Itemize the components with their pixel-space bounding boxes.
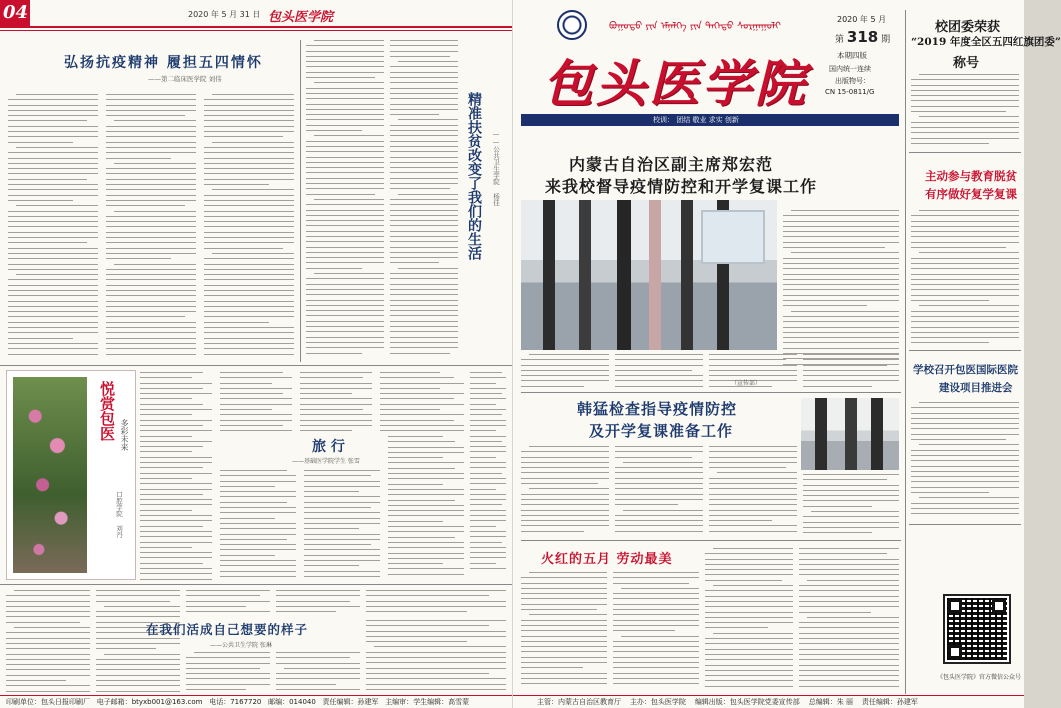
- travel-byline: ——基础医学院学生 张雪: [292, 458, 360, 465]
- sub-article-title-2: 及开学复课准备工作: [589, 422, 734, 440]
- hospital-body: [911, 402, 1019, 518]
- headline-byline: （宣传部）: [731, 380, 762, 387]
- side-title: 精准扶贫改变了我们的生活: [466, 92, 482, 260]
- may-title: 火红的五月 劳动最美: [541, 552, 673, 567]
- travel-column-7: [388, 436, 464, 580]
- right-page: [513, 0, 1061, 708]
- footer-reviewer-label: 主编审：: [385, 698, 414, 706]
- feature-title: 弘扬抗疫精神 履担五四情怀: [64, 55, 263, 71]
- masthead-small: 包头医学院: [268, 10, 334, 25]
- feature-column-1: [8, 94, 98, 360]
- motto-text: 校训： 团结 敬业 求实 创新: [653, 116, 739, 124]
- header-rule: [0, 26, 512, 28]
- travel-column-6: [304, 470, 380, 580]
- may-col-1: [521, 572, 607, 692]
- award-title-3: 称号: [953, 56, 980, 71]
- right-section-rule-1: [521, 392, 901, 393]
- issue-number: 318: [846, 28, 879, 46]
- poverty-title-2: 有序做好复学复课: [925, 187, 1017, 201]
- issn-sub: 出版物号：: [835, 77, 870, 85]
- qr-caption: 《包头医学院》官方微信公众号: [937, 674, 1022, 681]
- bottom-title: 在我们活成自己想要的样子: [146, 622, 309, 637]
- bottom-column-4: [276, 590, 360, 616]
- left-page: [0, 0, 512, 708]
- footer-host: 主办：包头医学院: [629, 698, 686, 706]
- headline-article-col-1: [783, 210, 899, 350]
- right-footer: [537, 696, 918, 708]
- section-rule-2: [0, 584, 512, 585]
- main-photo: [521, 200, 777, 350]
- headline-article-col-2: [521, 354, 609, 388]
- headline-article-col-3: [615, 354, 703, 388]
- bottom-column-5: [366, 590, 506, 616]
- qr-corner-tr: [992, 599, 1006, 613]
- cn-number: CN 15-0811/G: [825, 88, 875, 96]
- issue-date-right: 2020 年 5 月: [837, 15, 887, 24]
- footer-mail-label: 邮编：: [268, 698, 290, 706]
- issue-box: [817, 10, 899, 110]
- right-col-rule-1: [909, 152, 1021, 153]
- section-rule-1: [0, 365, 512, 366]
- header-rule-thin: [0, 30, 512, 31]
- footer-email-label: 电子邮箱：: [96, 698, 132, 706]
- photo-window: [701, 210, 765, 264]
- qr-corner-bl: [948, 645, 962, 659]
- poem-box-title: 悦赏包医: [98, 381, 116, 441]
- hospital-title-2: 建设项目推进会: [939, 382, 1013, 394]
- issue-pages: 本期四版: [837, 51, 867, 60]
- may-col-4: [799, 548, 899, 692]
- travel-column-3: [300, 372, 372, 434]
- feature-column-3: [204, 94, 294, 360]
- footer-phone: 7167720: [230, 698, 262, 706]
- bottom-column-2: [96, 590, 180, 694]
- travel-column-4: [380, 372, 464, 434]
- feature-column-5: [390, 40, 458, 362]
- footer-mail: 014040: [289, 698, 316, 706]
- travel-title: 旅 行: [312, 439, 345, 455]
- school-emblem: [557, 10, 587, 40]
- bottom-column-8: [366, 620, 506, 694]
- footer-org: 主管：内蒙古自治区教育厅: [537, 698, 621, 706]
- wechat-qr-code[interactable]: [943, 594, 1011, 664]
- bottom-column-6: [186, 652, 270, 694]
- award-title-2: “2019 年度全区五四红旗团委”: [911, 36, 1061, 48]
- side-byline: ——公共卫生学院 杨佳: [492, 130, 500, 206]
- sub-article-col-1: [521, 446, 609, 536]
- page-number: 04: [3, 2, 29, 23]
- may-col-2: [613, 572, 699, 692]
- bottom-byline: ——公共卫生学院 张琳: [210, 642, 272, 649]
- feature-byline: ——第二临床医学院 刘伟: [148, 75, 222, 83]
- travel-column-5: [220, 470, 296, 580]
- footer-printer: 印刷单位：包头日报印刷厂: [6, 698, 90, 706]
- poem-box: [6, 370, 136, 580]
- may-col-3: [705, 548, 793, 692]
- column-rule: [300, 40, 301, 362]
- issn-label: 国内统一连续: [829, 65, 871, 73]
- footer-reviewer: 学生编辑：高雪蒙: [413, 698, 470, 706]
- travel-column-8: [470, 372, 506, 580]
- bottom-column-3: [186, 590, 270, 616]
- award-body: [911, 74, 1019, 148]
- hospital-title-1: 学校召开包医国际医院: [913, 364, 1018, 376]
- right-col-rule-3: [909, 524, 1021, 525]
- footer-email: btyxb001@163.com: [131, 698, 203, 706]
- bottom-column-1: [6, 590, 90, 694]
- mongolian-title: ᠪᠤᠭᠤᠲᠤ ᠶᠢᠨ ᠡᠮᠨᠡᠯᠭᠡ ᠶᠢᠨ ᠳᠡᠭᠡᠳᠦ ᠰᠤᠷᠭᠠᠭᠤᠯᠢ: [609, 21, 781, 32]
- qr-corner-tl: [948, 599, 962, 613]
- sub-article-photo: [801, 398, 899, 470]
- feature-column-4: [306, 40, 384, 362]
- right-section-rule-2: [521, 540, 901, 541]
- sub-article-col-4: [803, 474, 899, 536]
- poverty-body: [911, 210, 1019, 346]
- masthead-title: 包头医学院: [543, 54, 808, 113]
- sub-article-col-2: [615, 446, 703, 536]
- right-column-rule: [905, 10, 906, 694]
- sub-article-col-3: [709, 446, 797, 536]
- sub-article-title-1: 韩猛检查指导疫情防控: [577, 400, 738, 418]
- travel-column-2: [220, 372, 292, 434]
- left-footer: [6, 696, 469, 708]
- travel-column-1: [140, 372, 212, 582]
- feature-column-2: [106, 94, 196, 360]
- issue-number-line: [835, 28, 890, 46]
- flower-photo: [13, 377, 87, 573]
- headline-article-col-5: [803, 354, 899, 388]
- footer-editor: 孙建军: [357, 698, 379, 706]
- headline-line-1: 内蒙古自治区副主席郑宏范: [569, 155, 774, 174]
- issue-suffix: 期: [881, 35, 891, 45]
- headline-line-2: 来我校督导疫情防控和开学复课工作: [545, 177, 818, 196]
- footer-phone-label: 电话：: [209, 698, 231, 706]
- award-title-1: 校团委荣获: [935, 20, 1001, 35]
- poverty-title-1: 主动参与教育脱贫: [925, 169, 1017, 183]
- footer-editor-right: 责任编辑：孙建军: [861, 698, 918, 706]
- right-col-rule-2: [909, 350, 1021, 351]
- footer-editor-label: 责任编辑：: [322, 698, 358, 706]
- bottom-column-7: [276, 652, 360, 694]
- poem-box-sub: 多彩未来: [120, 419, 129, 451]
- footer-publisher: 编辑出版：包头医学院党委宣传部: [694, 698, 800, 706]
- footer-editor-in-chief: 总编辑：朱 丽: [808, 698, 853, 706]
- issue-prefix: 第: [835, 35, 845, 45]
- issue-date: 2020 年 5 月 31 日: [188, 10, 261, 19]
- poem-box-credit: 口腔学院 刘丹: [115, 491, 123, 538]
